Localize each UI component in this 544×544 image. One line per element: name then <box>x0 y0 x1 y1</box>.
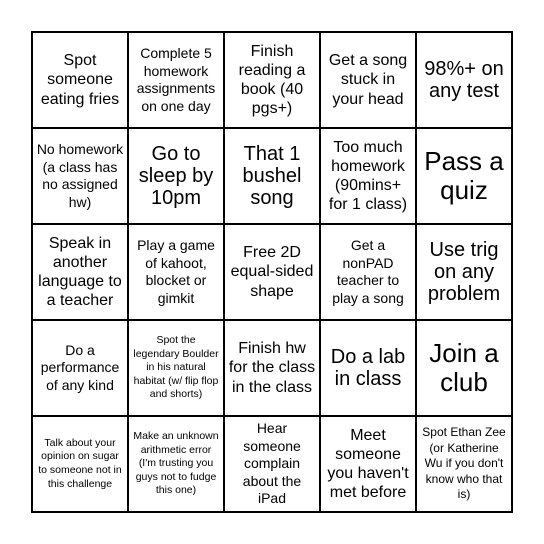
bingo-cell[interactable]: Hear someone complain about the iPad <box>224 416 320 512</box>
bingo-cell[interactable]: No homework (a class has no assigned hw) <box>32 128 128 224</box>
bingo-cell[interactable]: Spot the legendary Boulder in his natural habitat (w/ flip flop and shorts) <box>128 320 224 416</box>
bingo-cell[interactable]: Finish hw for the class in the class <box>224 320 320 416</box>
bingo-cell[interactable]: That 1 bushel song <box>224 128 320 224</box>
bingo-cell[interactable]: Get a nonPAD teacher to play a song <box>320 224 416 320</box>
bingo-cell[interactable]: Talk about your opinion on sugar to someone not in this challenge <box>32 416 128 512</box>
bingo-cell[interactable]: Meet someone you haven't met before <box>320 416 416 512</box>
bingo-cell[interactable]: Complete 5 homework assignments on one day <box>128 32 224 128</box>
bingo-cell[interactable]: Spot someone eating fries <box>32 32 128 128</box>
bingo-cell[interactable]: Go to sleep by 10pm <box>128 128 224 224</box>
bingo-cell[interactable]: Play a game of kahoot, blocket or gimkit <box>128 224 224 320</box>
bingo-cell[interactable]: Finish reading a book (40 pgs+) <box>224 32 320 128</box>
bingo-cell[interactable]: Get a song stuck in your head <box>320 32 416 128</box>
bingo-cell[interactable]: Join a club <box>416 320 512 416</box>
bingo-cell[interactable]: Use trig on any problem <box>416 224 512 320</box>
bingo-cell[interactable]: Too much homework (90mins+ for 1 class) <box>320 128 416 224</box>
bingo-cell[interactable]: Do a lab in class <box>320 320 416 416</box>
bingo-cell[interactable]: 98%+ on any test <box>416 32 512 128</box>
bingo-cell[interactable]: Make an unknown arithmetic error (I'm trusting you guys not to fudge this one) <box>128 416 224 512</box>
bingo-cell[interactable]: Pass a quiz <box>416 128 512 224</box>
bingo-cell[interactable]: Do a performance of any kind <box>32 320 128 416</box>
bingo-cell[interactable]: Speak in another language to a teacher <box>32 224 128 320</box>
bingo-cell[interactable]: Free 2D equal-sided shape <box>224 224 320 320</box>
bingo-board <box>31 31 513 513</box>
bingo-cell[interactable]: Spot Ethan Zee (or Katherine Wu if you don't know who that is) <box>416 416 512 512</box>
